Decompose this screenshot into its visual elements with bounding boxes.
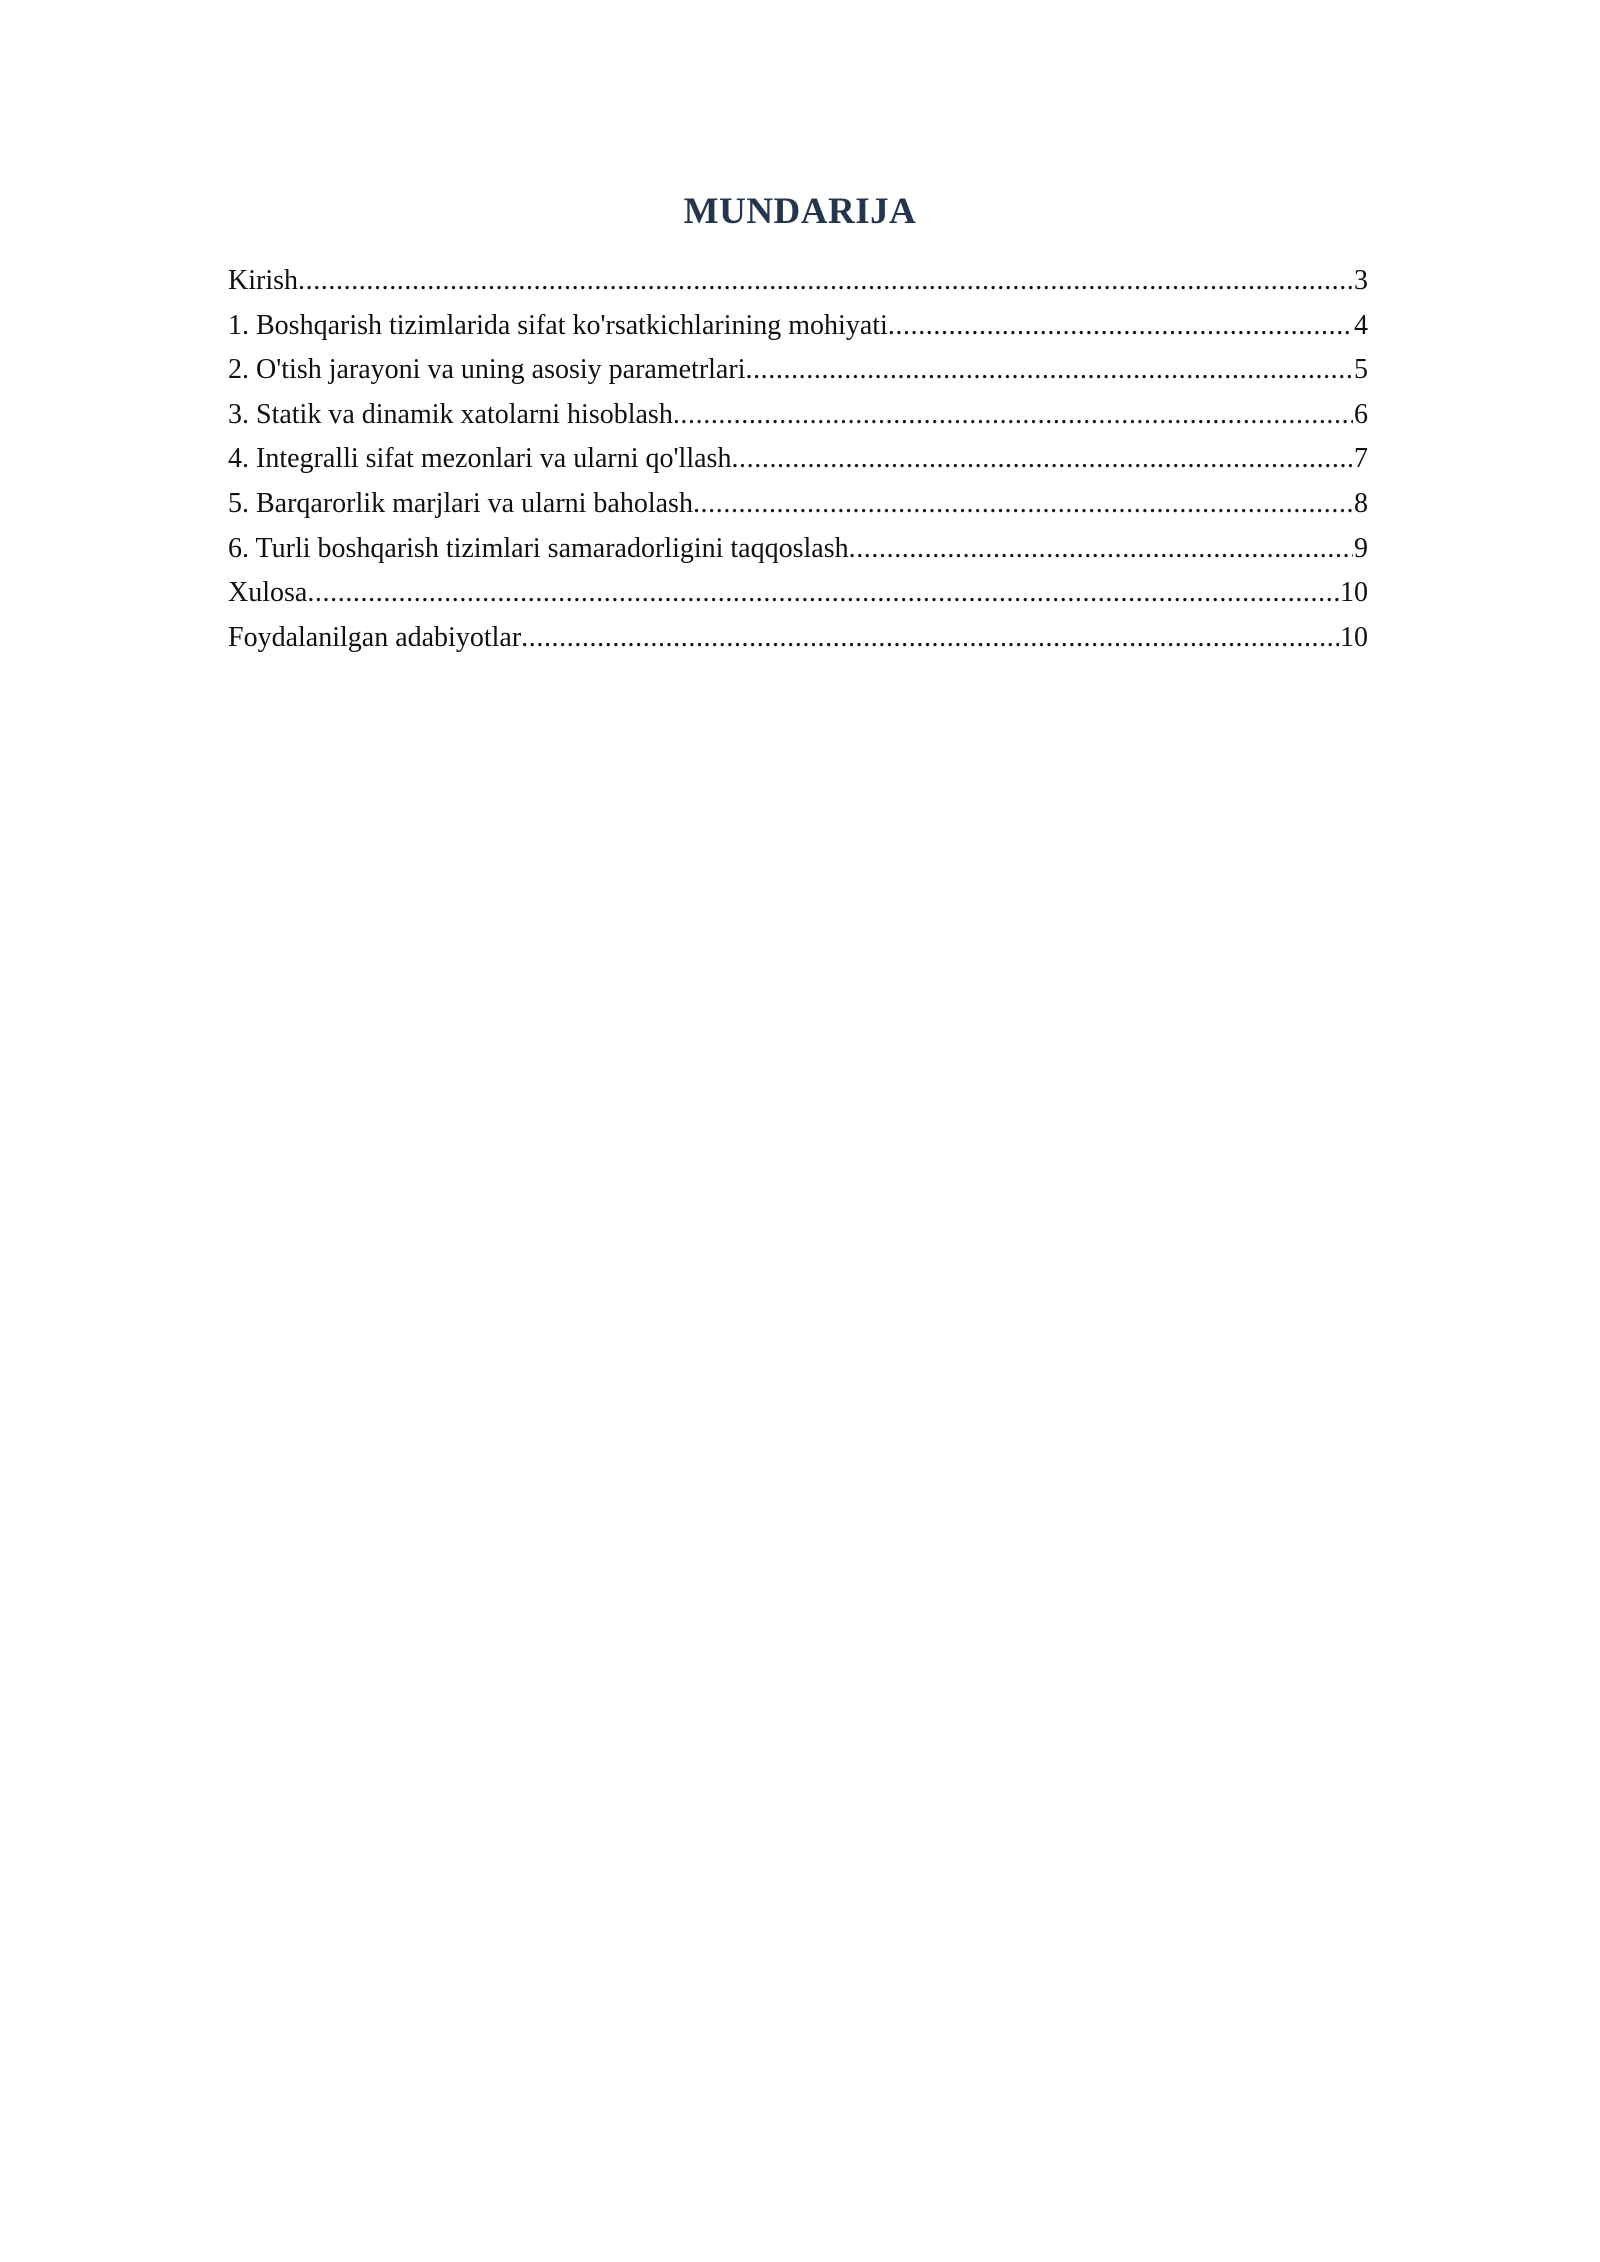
- dot-leader: [521, 616, 1339, 661]
- toc-entry-page: 9: [1354, 532, 1368, 564]
- dot-leader: [849, 527, 1353, 572]
- toc-entry-page: 3: [1354, 265, 1368, 296]
- toc-entry-label: 3. Statik va dinamik xatolarni hisoblash: [228, 398, 673, 430]
- dot-leader: [298, 259, 1353, 304]
- toc-entry-page: 10: [1340, 621, 1368, 653]
- toc-entry-adabiyotlar[interactable]: [228, 616, 1368, 661]
- toc-entry-section-2[interactable]: [228, 348, 1368, 393]
- toc-entry-section-6[interactable]: [228, 527, 1368, 572]
- toc-entry-page: 4: [1354, 309, 1368, 341]
- toc-entry-label: 6. Turli boshqarish tizimlari samaradorligini taqqoslash: [228, 532, 849, 564]
- toc-entry-label: Kirish: [228, 265, 298, 296]
- toc-entry-section-1[interactable]: [228, 304, 1368, 349]
- toc-entry-page: 10: [1340, 577, 1368, 609]
- toc-entry-label: 2. O'tish jarayoni va uning asosiy parametrlari: [228, 354, 746, 386]
- toc-entry-kirish[interactable]: [228, 259, 1368, 304]
- dot-leader: [673, 393, 1353, 438]
- toc-entry-page: 6: [1354, 398, 1368, 430]
- dot-leader: [307, 571, 1339, 616]
- toc-entry-section-5[interactable]: [228, 482, 1368, 527]
- toc-entry-label: Foydalanilgan adabiyotlar: [228, 621, 522, 653]
- dot-leader: [693, 482, 1353, 527]
- toc-entry-page: 5: [1354, 354, 1368, 386]
- toc-entry-section-4[interactable]: [228, 437, 1368, 482]
- toc-entry-page: 7: [1354, 443, 1368, 475]
- table-of-contents: [228, 259, 1368, 660]
- toc-entry-section-3[interactable]: [228, 393, 1368, 438]
- dot-leader: [888, 304, 1353, 349]
- toc-entry-label: 1. Boshqarish tizimlarida sifat ko'rsatkichlarining mohiyati: [228, 309, 888, 341]
- toc-entry-label: 5. Barqarorlik marjlari va ularni baholash: [228, 487, 693, 519]
- dot-leader: [731, 437, 1353, 482]
- dot-leader: [745, 348, 1353, 393]
- toc-entry-page: 8: [1354, 487, 1368, 519]
- page-title: MUNDARIJA: [683, 191, 917, 232]
- toc-entry-xulosa[interactable]: [228, 571, 1368, 616]
- toc-entry-label: Xulosa: [228, 577, 308, 609]
- toc-entry-label: 4. Integralli sifat mezonlari va ularni qo'llash: [228, 443, 732, 475]
